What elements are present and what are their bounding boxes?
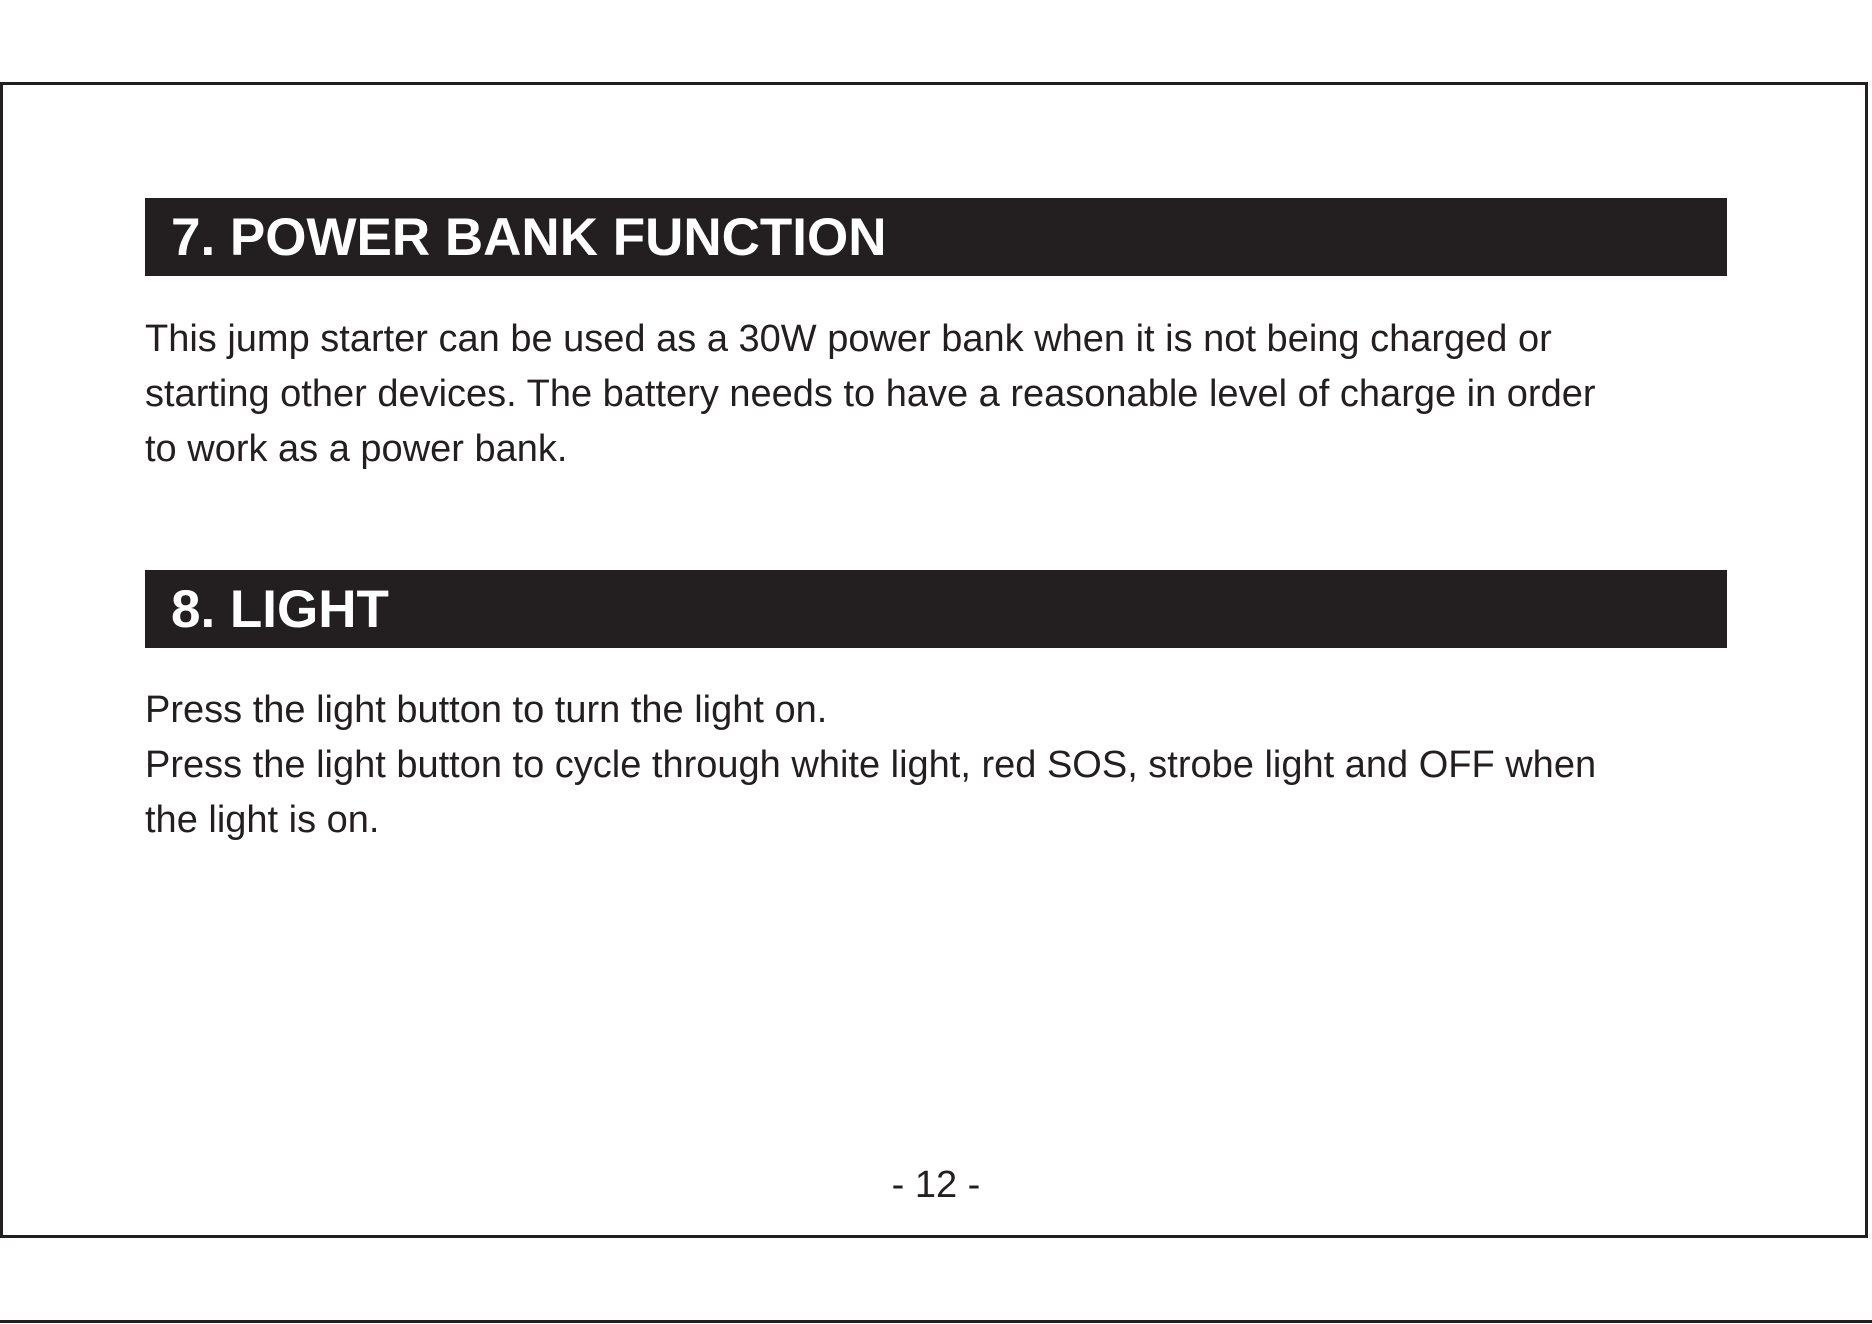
- bottom-rule: [0, 1320, 1872, 1323]
- power-bank-paragraph: [145, 312, 1745, 477]
- page-number: - 12 -: [891, 1164, 981, 1206]
- section-heading-power-bank: [145, 198, 1727, 276]
- paragraph-line: Press the light button to turn the light on.: [145, 689, 828, 731]
- section-heading-light: [145, 570, 1727, 648]
- section-title: 8. LIGHT: [171, 579, 389, 639]
- light-paragraph: [145, 683, 1745, 848]
- paragraph-line: Press the light button to cycle through white light, red SOS, strobe light and OFF when: [145, 744, 1597, 786]
- paragraph-line: to work as a power bank.: [145, 428, 568, 470]
- paragraph-line: the light is on.: [145, 799, 380, 841]
- paragraph-line: starting other devices. The battery needs to have a reasonable level of charge in order: [145, 373, 1596, 415]
- paragraph-line: This jump starter can be used as a 30W power bank when it is not being charged or: [145, 318, 1552, 360]
- section-title: 7. POWER BANK FUNCTION: [171, 207, 887, 267]
